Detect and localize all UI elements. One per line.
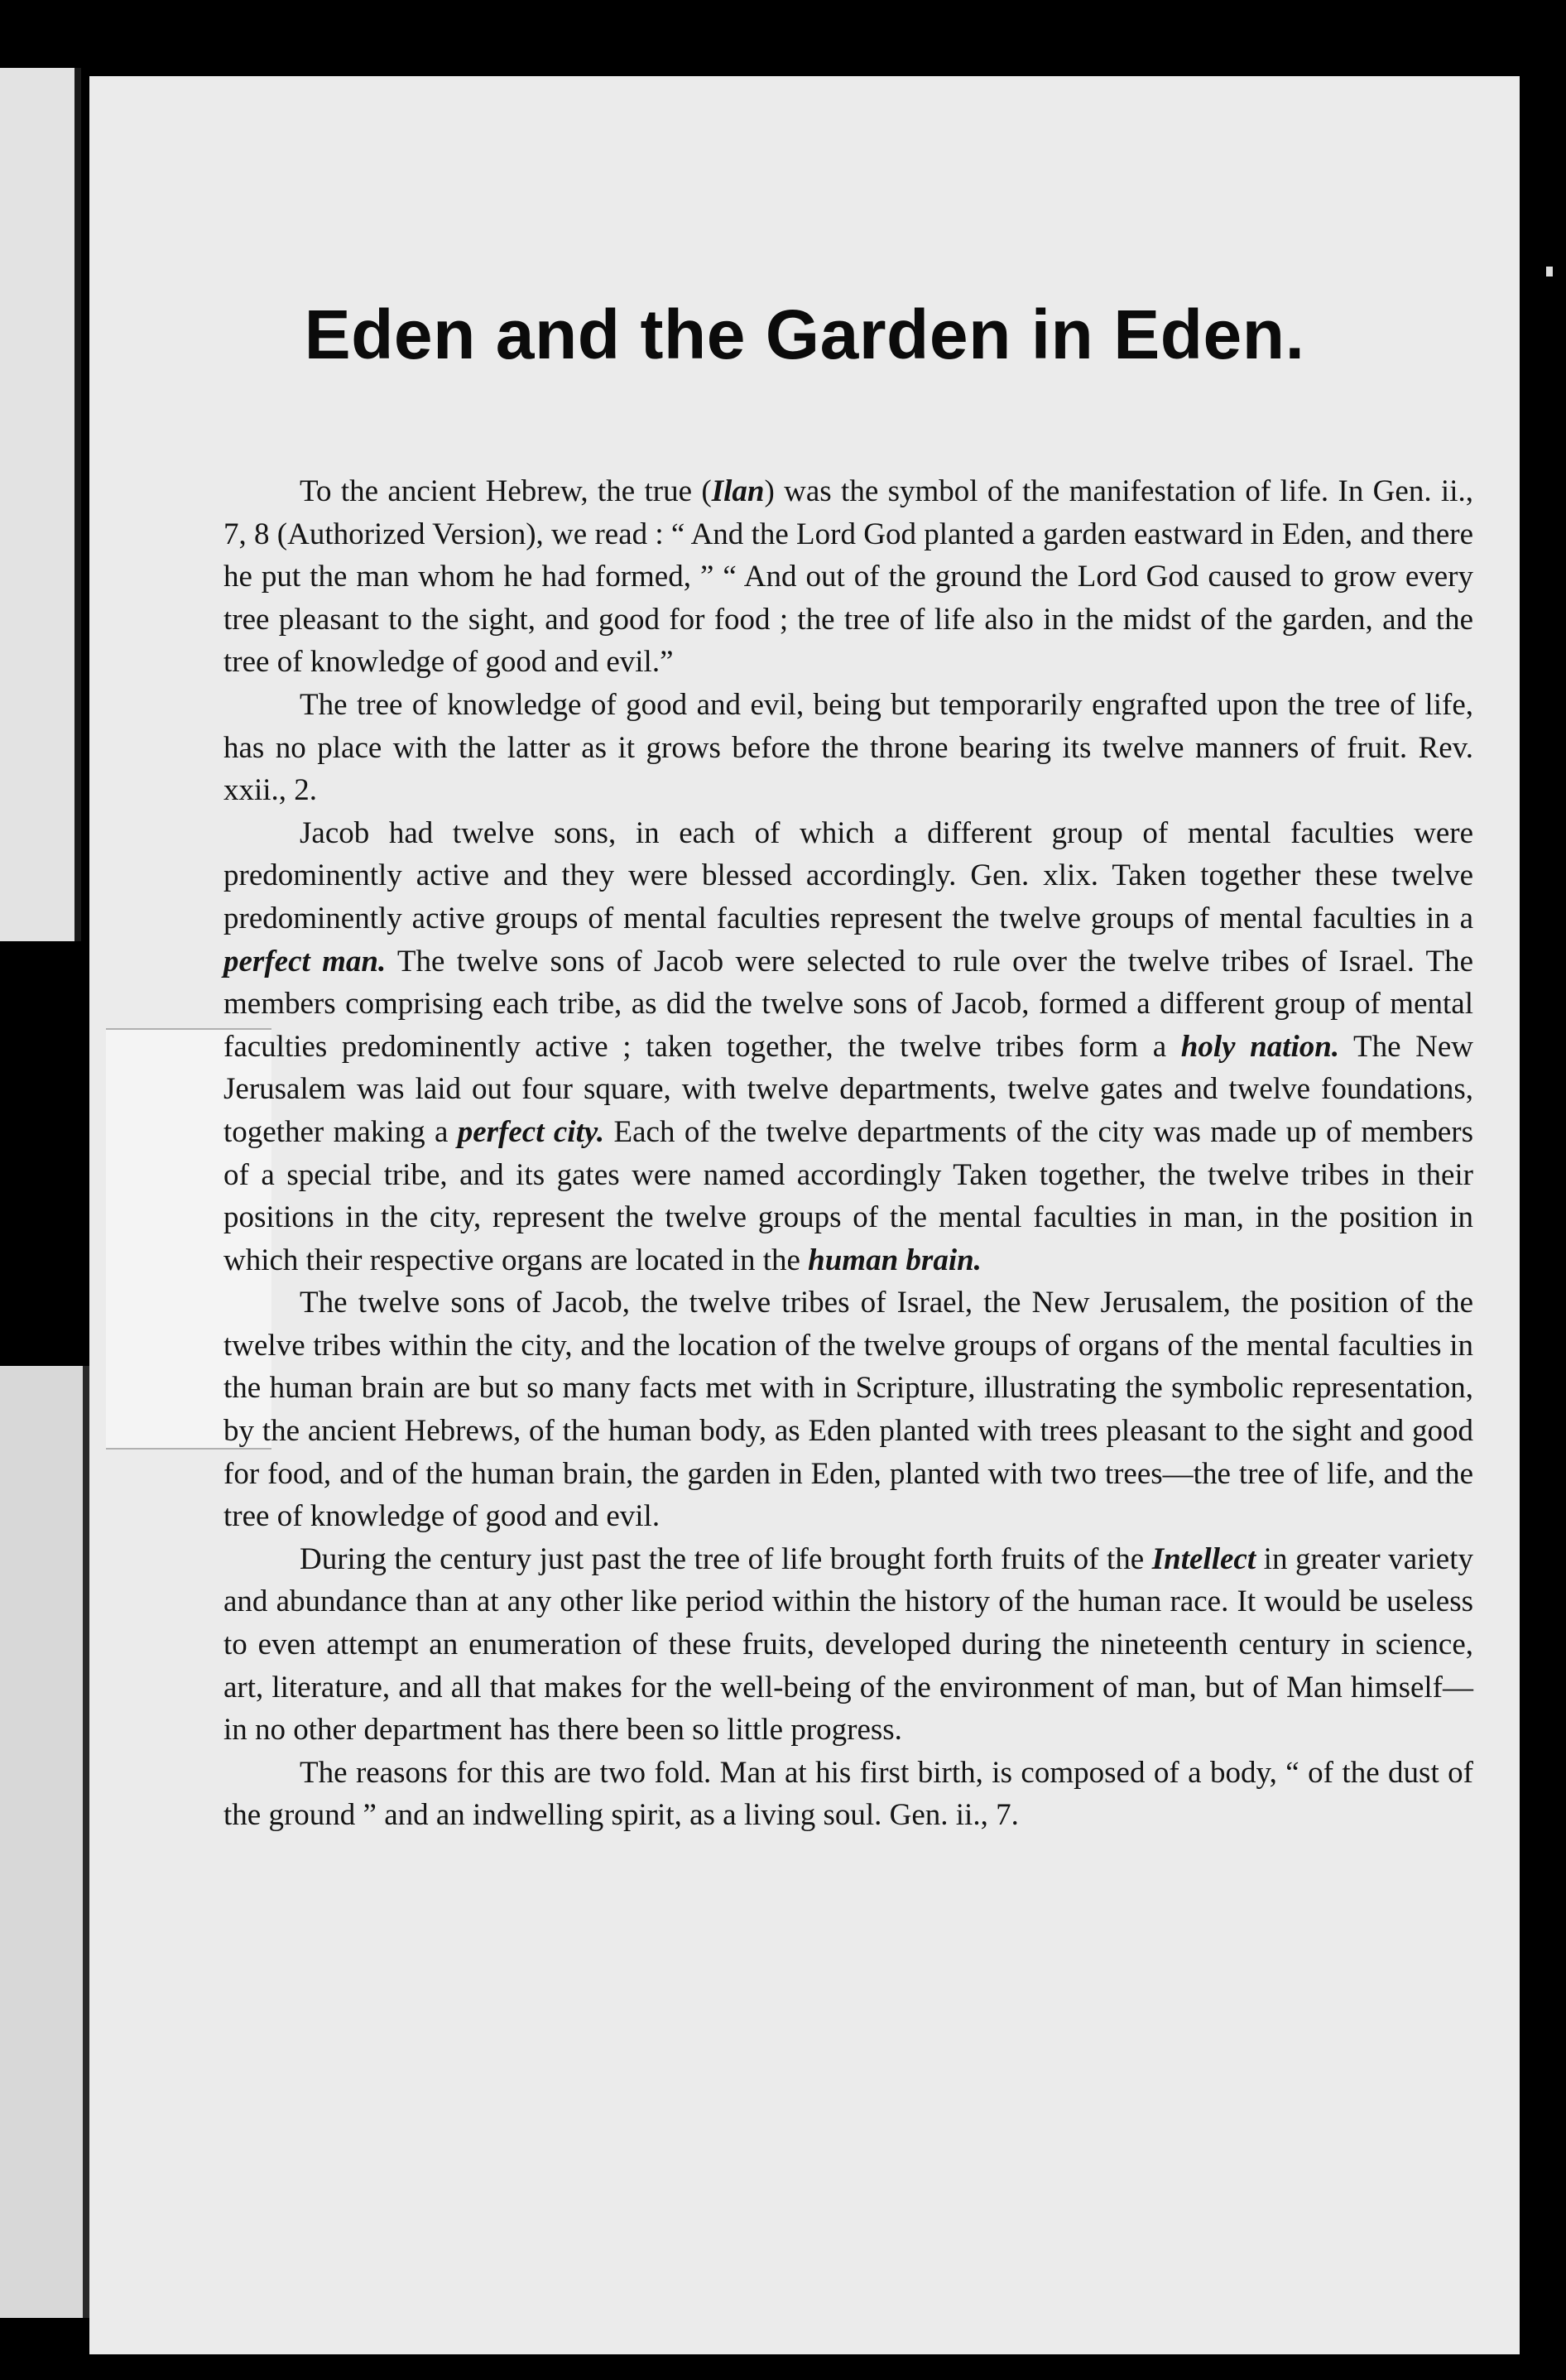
paragraph-text: in greater variety and abundance than at any other like period within the history of the human race. It would be useless to even attempt an enumeration of these fruits, developed during the nineteenth century in science, art, literature, and all that makes for the well-being of the environment of man, but of Man himself—in no other department has there been so little progress.: [223, 1541, 1473, 1748]
emphasis-text: holy nation.: [1180, 1029, 1340, 1064]
paragraph-text: The tree of knowledge of good and evil, being but temporarily engrafted upon the tree of life, has no place with the latter as it grows before the throne bearing its twelve manners of fruit. Rev. xxii., 2.: [223, 687, 1473, 808]
paragraph-text: The reasons for this are two fold. Man at his first birth, is composed of a body, “ of the dust of the ground ” and an indwelling spirit, as a living soul. Gen. ii., 7.: [223, 1755, 1473, 1833]
paragraph-text: The twelve sons of Jacob, the twelve tribes of Israel, the New Jerusalem, the position of the twelve tribes within the city, and the location of the twelve groups of organs of the mental faculties in the human brain are but so many facts met with in Scripture, illustrating the symbolic representation, by the ancient Hebrews, of the human body, as Eden planted with trees pleasant to the sight and good for food, and of the human brain, the garden in Eden, planted with two trees—the tree of life, and the tree of knowledge of good and evil.: [223, 1286, 1473, 1534]
emphasis-text: human brain.: [808, 1243, 982, 1277]
paragraph: [223, 812, 1473, 1282]
paragraph-text: ) was the symbol of the manifestation of life. In Gen. ii., 7, 8 (Authorized Version), we read : “ And the Lord God planted a garden eastward in Eden, and there he put the man whom he had formed, ” “ And out of the ground the Lord God caused to grow every tree pleasant to the sight, and good for food ; the tree of life also in the midst of the garden, and the tree of knowledge of good and evil.”: [223, 474, 1473, 680]
paragraph: [223, 1752, 1473, 1837]
document-page: [89, 76, 1520, 2354]
scan-left-flap-top: [0, 68, 81, 941]
paragraph: [223, 1538, 1473, 1752]
paragraph-text: The twelve sons of Jacob were selected to rule over the twelve tribes of Israel. The members comprising each tribe, as did the twelve sons of Jacob, formed a different group of mental faculties predominently active ; taken together, the twelve tribes form a: [223, 944, 1473, 1064]
scan-left-flap-bottom: [0, 1366, 94, 2318]
paragraph: [223, 1281, 1473, 1538]
emphasis-text: Intellect: [1151, 1541, 1256, 1576]
emphasis-text: perfect city.: [457, 1114, 605, 1149]
paragraph: [223, 470, 1473, 684]
paragraph-text: Jacob had twelve sons, in each of which a different group of mental faculties were predominently active and they were blessed accordingly. Gen. xlix. Taken together these twelve predominently active groups of mental faculties represent the twelve groups of mental faculties in a: [223, 815, 1473, 935]
emphasis-text: perfect man.: [223, 944, 387, 978]
page-title: Eden and the Garden in Eden.: [304, 296, 1305, 373]
article-body: [223, 470, 1473, 1837]
paragraph: [223, 684, 1473, 812]
emphasis-text: Ilan: [711, 474, 765, 508]
paragraph-text: To the ancient Hebrew, the true (: [300, 474, 712, 508]
scan-right-mark: [1546, 267, 1553, 276]
paragraph-text: During the century just past the tree of life brought forth fruits of the: [300, 1541, 1152, 1576]
paragraph-text: The New Jerusalem was laid out four square, with twelve departments, twelve gates and twelve foundations, together making a: [223, 1029, 1473, 1149]
paragraph-text: Each of the twelve departments of the city was made up of members of a special tribe, and its gates were named accordingly Taken together, the twelve tribes in their positions in the city, represent the twelve groups of the mental faculties in man, in the position in which their respective organs are located in the: [223, 1114, 1473, 1277]
